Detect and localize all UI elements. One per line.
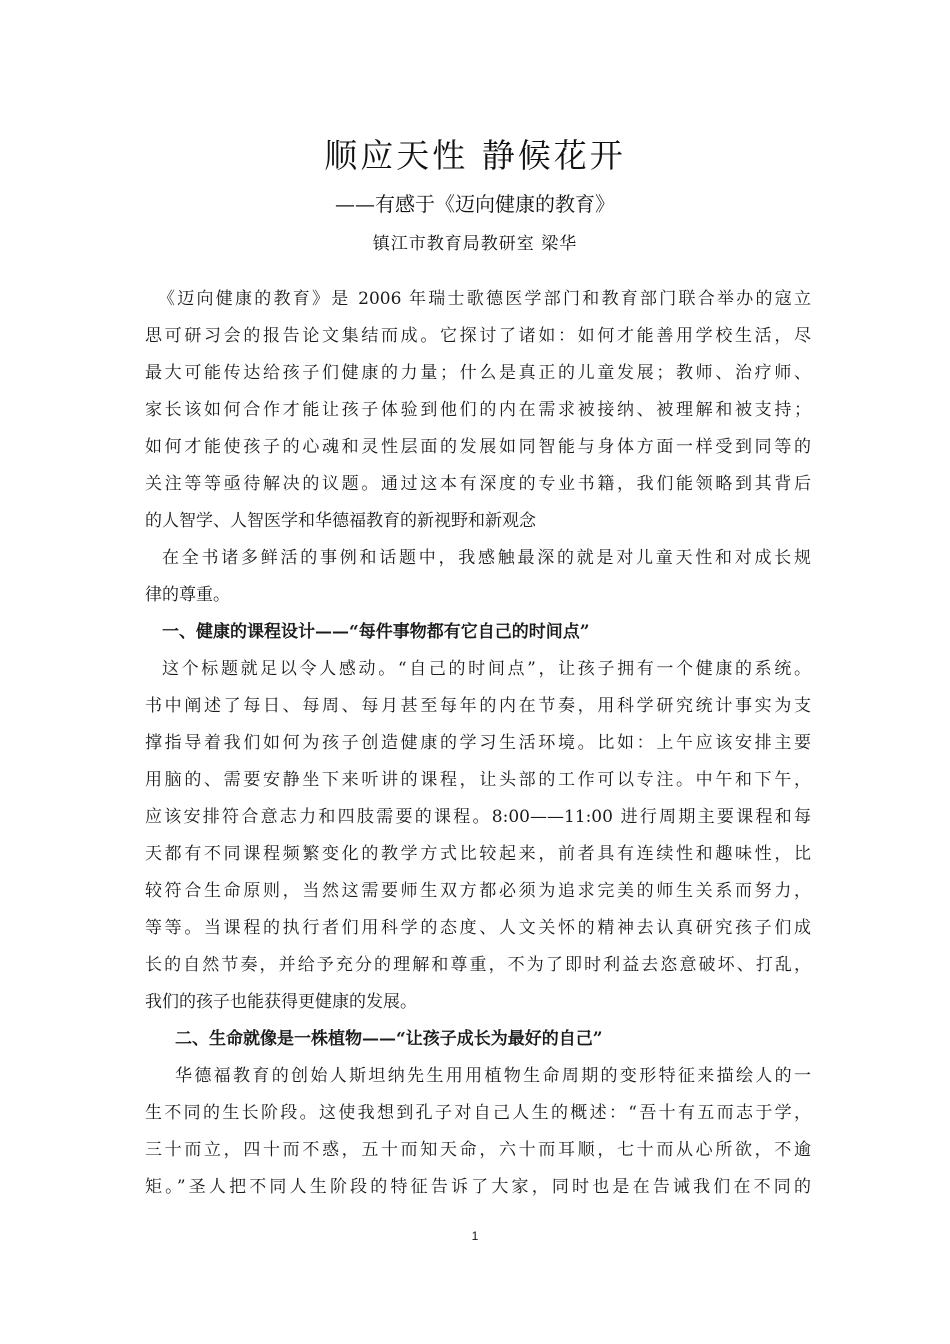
text-line: 《迈向健康的教育》是 2006 年瑞士歌德医学部门和教育部门联合举办的寇立 <box>158 289 811 309</box>
text-line: 应该安排符合意志力和四肢需要的课程。8:00——11:00 进行周期主要课程和每 <box>145 807 811 827</box>
text-line: 书中阐述了每日、每周、每月甚至每年的内在节奏，用科学研究统计事实为支 <box>145 696 811 716</box>
document-title: 顺应天性 静候花开 <box>324 136 626 175</box>
text-line: 矩。”圣人把不同人生阶段的特征告诉了大家，同时也是在告诫我们在不同的 <box>145 1177 811 1197</box>
text-line: 的人智学、人智医学和华德福教育的新视野和新观念 <box>145 511 536 531</box>
text-line: 较符合生命原则，当然这需要师生双方都必须为追求完美的师生关系而努力， <box>145 881 811 901</box>
text-line: 在全书诸多鲜活的事例和话题中，我感触最深的就是对儿童天性和对成长规 <box>162 548 811 568</box>
section-heading: 一、健康的课程设计——“每件事物都有它自己的时间点” <box>162 622 590 642</box>
page-number: 1 <box>471 1229 479 1243</box>
author-line: 镇江市教育局教研室 梁华 <box>372 234 578 254</box>
text-line: 华德福教育的创始人斯坦纳先生用用植物生命周期的变形特征来描绘人的一 <box>175 1066 811 1086</box>
text-line: 律的尊重。 <box>145 585 230 605</box>
text-line: 思可研习会的报告论文集结而成。它探讨了诸如：如何才能善用学校生活，尽 <box>145 326 811 346</box>
text-line: 撑指导着我们如何为孩子创造健康的学习生活环境。比如：上午应该安排主要 <box>145 733 811 753</box>
text-line: 生不同的生长阶段。这使我想到孔子对自己人生的概述：“吾十有五而志于学， <box>145 1103 811 1123</box>
section-heading: 二、生命就像是一株植物——“让孩子成长为最好的自己” <box>175 1029 603 1049</box>
text-line: 关注等等亟待解决的议题。通过这本有深度的专业书籍，我们能领略到其背后 <box>145 474 811 494</box>
text-line: 最大可能传达给孩子们健康的力量；什么是真正的儿童发展；教师、治疗师、 <box>145 363 811 383</box>
document-subtitle: ——有感于《迈向健康的教育》 <box>335 192 615 216</box>
text-line: 我们的孩子也能获得更健康的发展。 <box>145 992 417 1012</box>
text-line: 家长该如何合作才能让孩子体验到他们的内在需求被接纳、被理解和被支持； <box>145 400 811 420</box>
text-line: 长的自然节奏，并给予充分的理解和尊重，不为了即时利益去恣意破坏、打乱， <box>145 955 811 975</box>
text-line: 等等。当课程的执行者们用科学的态度、人文关怀的精神去认真研究孩子们成 <box>145 918 811 938</box>
text-line: 如何才能使孩子的心魂和灵性层面的发展如同智能与身体方面一样受到同等的 <box>145 437 811 457</box>
text-line: 三十而立，四十而不惑，五十而知天命，六十而耳顺，七十而从心所欲，不逾 <box>145 1140 811 1160</box>
text-line: 用脑的、需要安静坐下来听讲的课程，让头部的工作可以专注。中午和下午， <box>145 770 811 790</box>
text-line: 天都有不同课程频繁变化的教学方式比较起来，前者具有连续性和趣味性，比 <box>145 844 811 864</box>
text-line: 这个标题就足以令人感动。“自己的时间点”，让孩子拥有一个健康的系统。 <box>162 659 811 679</box>
